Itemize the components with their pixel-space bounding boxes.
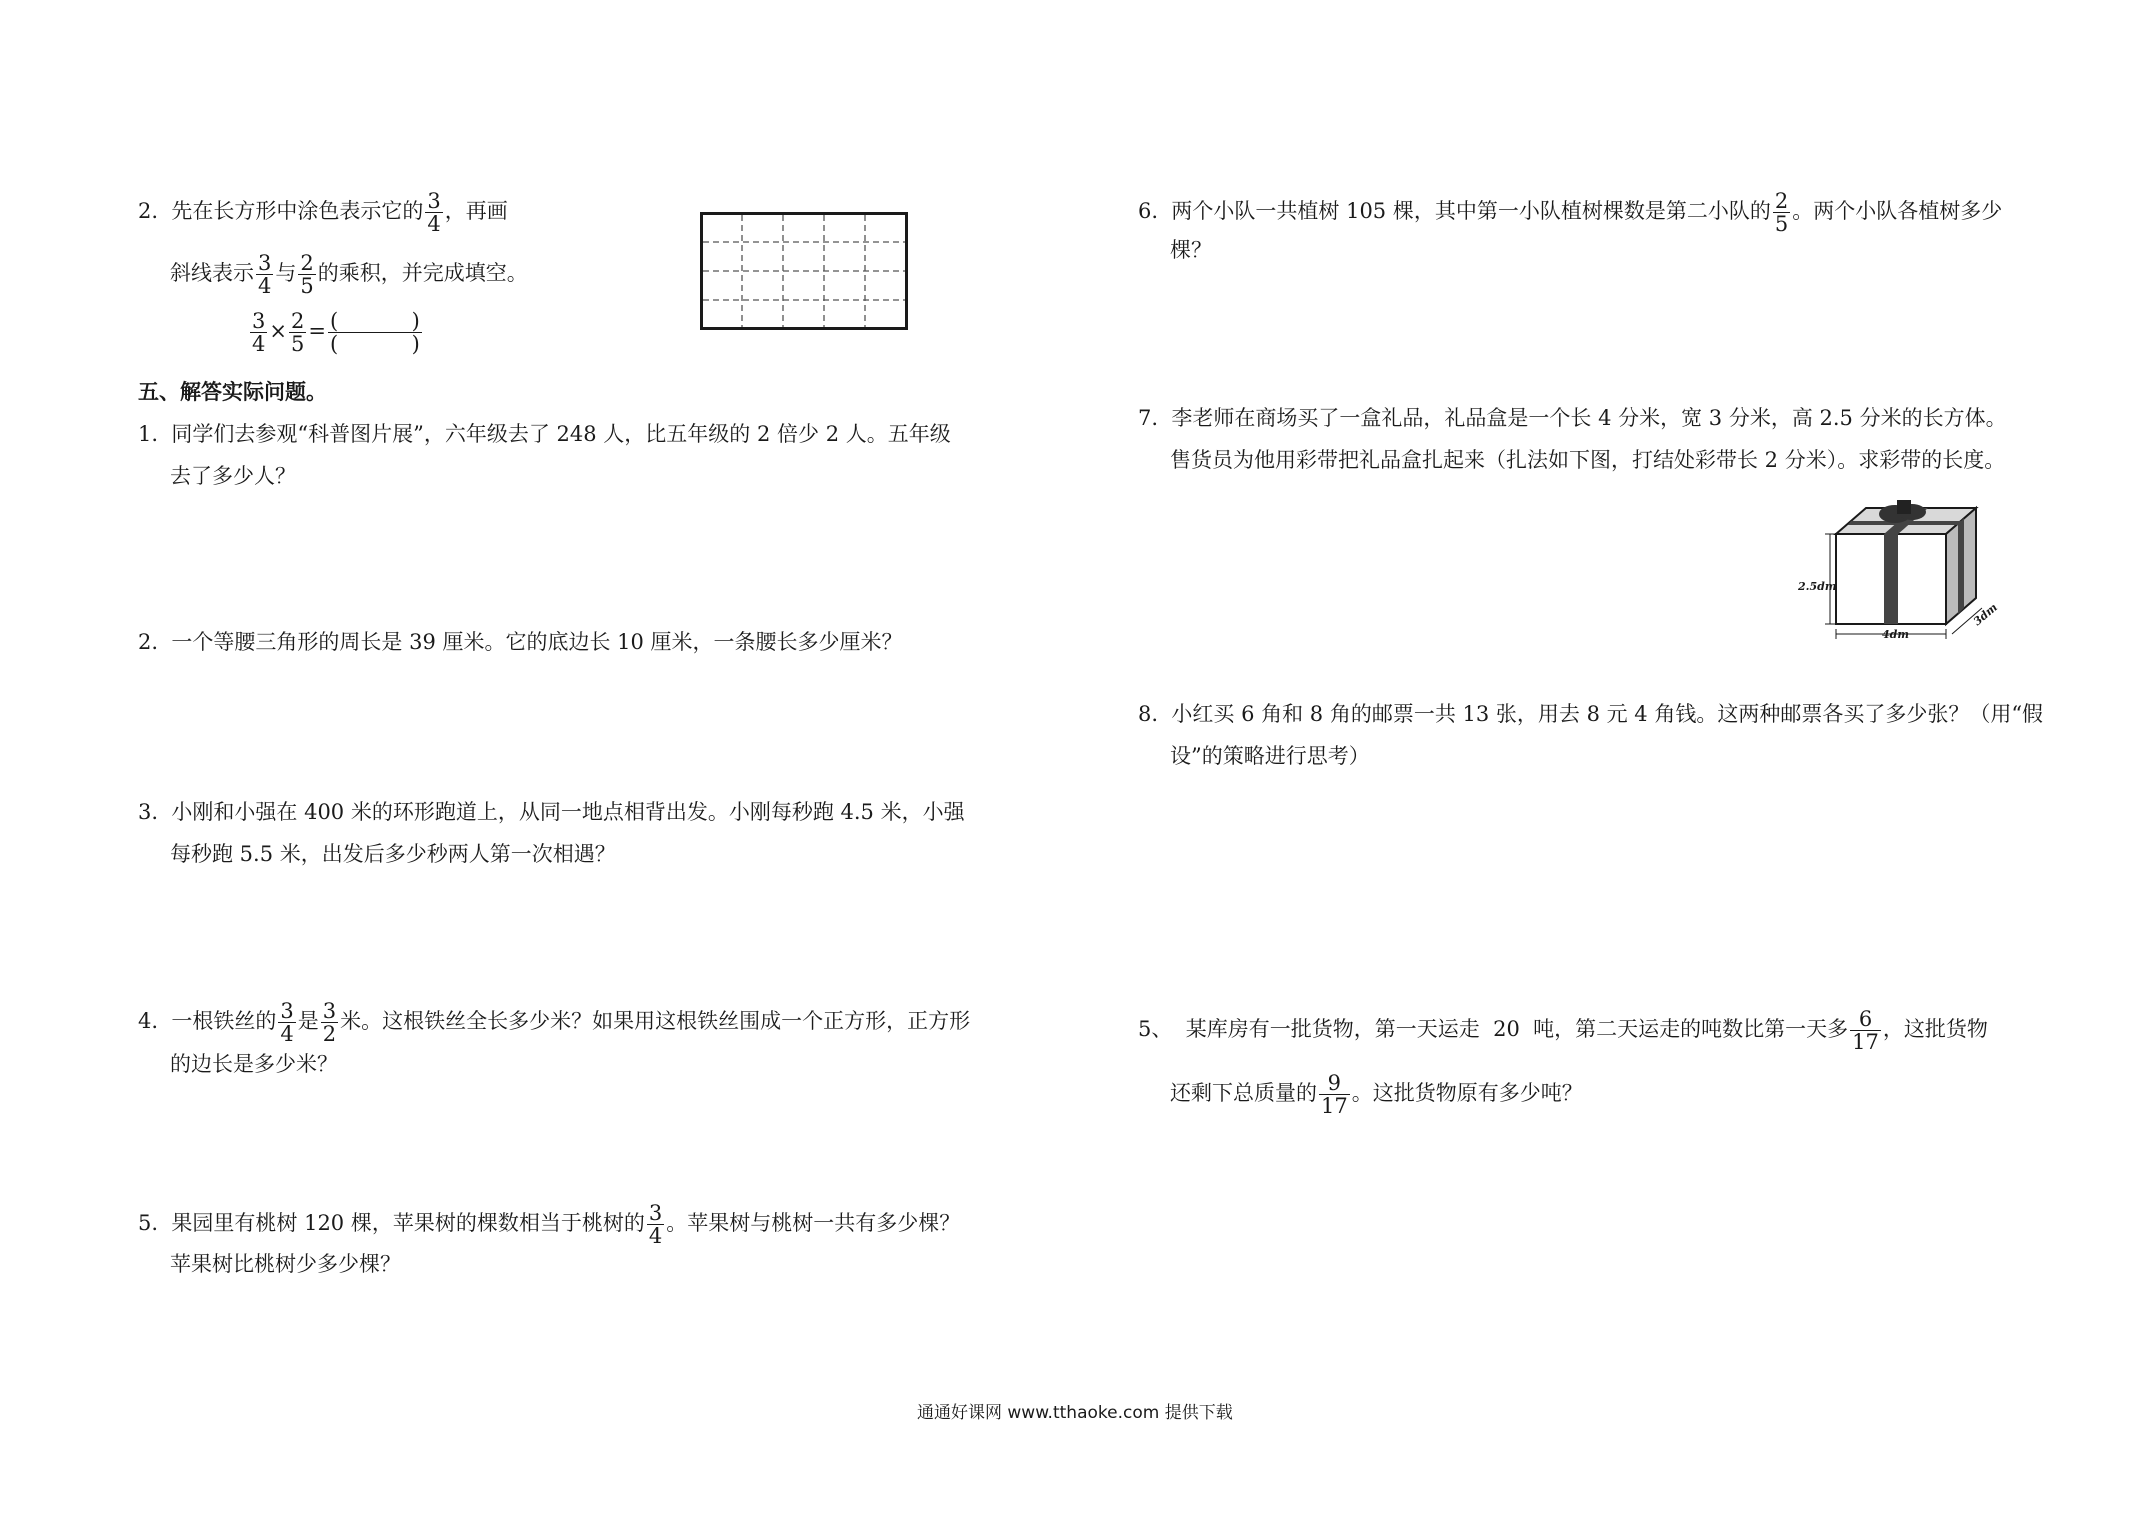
eq-frac1: $\frac{3}{4}$ — [252, 309, 266, 356]
p6-number: 6. — [1138, 199, 1159, 223]
p8-number: 8. — [1138, 702, 1159, 726]
p8-text: 小红买 6 角和 8 角的邮票一共 13 张，用去 8 元 4 角钱。这两种邮票各买了多少张？（用“假 — [1171, 702, 2044, 726]
fig-width-label: 3dm — [1970, 600, 2001, 629]
problem-8-line2: 设”的策略进行思考） — [1170, 744, 1370, 768]
problem-2-line1 — [138, 628, 903, 656]
fig-length-label: 4dm — [1882, 628, 1909, 641]
p5b-line2-a: 还剩下总质量的 — [1170, 1081, 1317, 1105]
p6-text-b: 。两个小队各植树多少 — [1792, 199, 2003, 223]
left-q2-line1 — [138, 190, 508, 235]
eq-blank-frac[interactable]: $\frac{( )}{( )}$ — [329, 309, 420, 356]
problem-7-line1 — [1138, 404, 2007, 432]
p4-frac1: $\frac{3}{4}$ — [280, 999, 294, 1046]
fig-height-label: 2.5dm — [1798, 580, 1837, 593]
p4-number: 4. — [138, 1009, 159, 1033]
p2-number: 2. — [138, 630, 159, 654]
p5-text-b: 。苹果树与桃树一共有多少棵？ — [666, 1211, 961, 1235]
p6-frac1: $\frac{2}{5}$ — [1774, 189, 1789, 236]
problem-5-line2: 苹果树比桃树少多少棵？ — [170, 1252, 401, 1276]
p5b-frac2: $\frac{9}{17}$ — [1321, 1071, 1348, 1118]
p2-text: 一个等腰三角形的周长是 39 厘米。它的底边长 10 厘米，一条腰长多少厘米？ — [171, 630, 903, 654]
p4-text-a: 一根铁丝的 — [171, 1009, 277, 1033]
q2-frac1: $\frac{3}{4}$ — [427, 189, 441, 236]
footer-credit: 通通好课网 www.tthaoke.com 提供下载 — [917, 1403, 1233, 1423]
problem-3-line1 — [138, 798, 965, 826]
problem-4-line1 — [138, 1000, 970, 1045]
p4-frac2: $\frac{3}{2}$ — [322, 999, 337, 1046]
q2-equation — [248, 310, 424, 355]
problem-1-line2: 去了多少人？ — [170, 464, 296, 488]
q2-frac3: $\frac{2}{5}$ — [300, 251, 314, 298]
eq-times: × — [269, 319, 287, 343]
q2-text-a: 先在长方形中涂色表示它的 — [171, 199, 424, 223]
p5-number: 5. — [138, 1211, 159, 1235]
q2-line2-b: 与 — [275, 261, 297, 285]
left-q2-line2 — [170, 252, 528, 297]
problem-4-line2: 的边长是多少米？ — [170, 1052, 338, 1076]
problem-8-line1 — [1138, 700, 2043, 728]
problem-3-line2: 每秒跑 5.5 米，出发后多少秒两人第一次相遇？ — [170, 842, 616, 866]
problem-7-line2: 售货员为他用彩带把礼品盒扎起来（扎法如下图，打结处彩带长 2 分米）。求彩带的长度。 — [1170, 448, 2006, 472]
p7-text: 李老师在商场买了一盒礼品，礼品盒是一个长 4 分米，宽 3 分米，高 2.5 分米的长方体。 — [1171, 406, 2007, 430]
p5b-text-b: ，这批货物 — [1882, 1017, 1988, 1041]
p6-text-a: 两个小队一共植树 105 棵，其中第一小队植树棵数是第二小队的 — [1171, 199, 1771, 223]
p5-frac1: $\frac{3}{4}$ — [648, 1201, 663, 1248]
p5b-text-a: 某库房有一批货物，第一天运走 20 吨，第二天运走的吨数比第一天多 — [1185, 1017, 1849, 1041]
p3-number: 3. — [138, 800, 159, 824]
p5b-frac1: $\frac{6}{17}$ — [1852, 1007, 1879, 1054]
p4-text-c: 米。这根铁丝全长多少米？如果用这根铁丝围成一个正方形，正方形 — [340, 1009, 971, 1033]
q2-line2-a: 斜线表示 — [170, 261, 254, 285]
p7-number: 7. — [1138, 406, 1159, 430]
problem-6-line2: 棵？ — [1170, 238, 1212, 262]
q2-number: 2. — [138, 199, 159, 223]
eq-equals: = — [308, 319, 326, 343]
eq-frac2: $\frac{2}{5}$ — [290, 309, 305, 356]
problem-5b-line2 — [1170, 1072, 1583, 1117]
q2-line2-c: 的乘积，并完成填空。 — [317, 261, 528, 285]
grid-rectangle — [700, 212, 910, 332]
p4-text-b: 是 — [297, 1009, 319, 1033]
problem-6-line1 — [1138, 190, 2002, 235]
problem-1-line1 — [138, 420, 951, 448]
p5-text-a: 果园里有桃树 120 棵，苹果树的棵数相当于桃树的 — [171, 1211, 645, 1235]
p1-text: 同学们去参观“科普图片展”，六年级去了 248 人，比五年级的 2 倍少 2 人。五年级 — [171, 422, 951, 446]
p3-text: 小刚和小强在 400 米的环形跑道上，从同一地点相背出发。小刚每秒跑 4.5 米，小强 — [171, 800, 965, 824]
p5b-line2-b: 。这批货物原有多少吨？ — [1351, 1081, 1583, 1105]
p5b-number: 5、 — [1138, 1017, 1173, 1041]
q2-text-b: ，再画 — [444, 199, 508, 223]
section-title: 五、解答实际问题。 — [138, 379, 327, 404]
q2-frac2: $\frac{3}{4}$ — [258, 251, 272, 298]
p1-number: 1. — [138, 422, 159, 446]
problem-5-line1 — [138, 1202, 960, 1247]
problem-5b-line1 — [1138, 1008, 1988, 1053]
